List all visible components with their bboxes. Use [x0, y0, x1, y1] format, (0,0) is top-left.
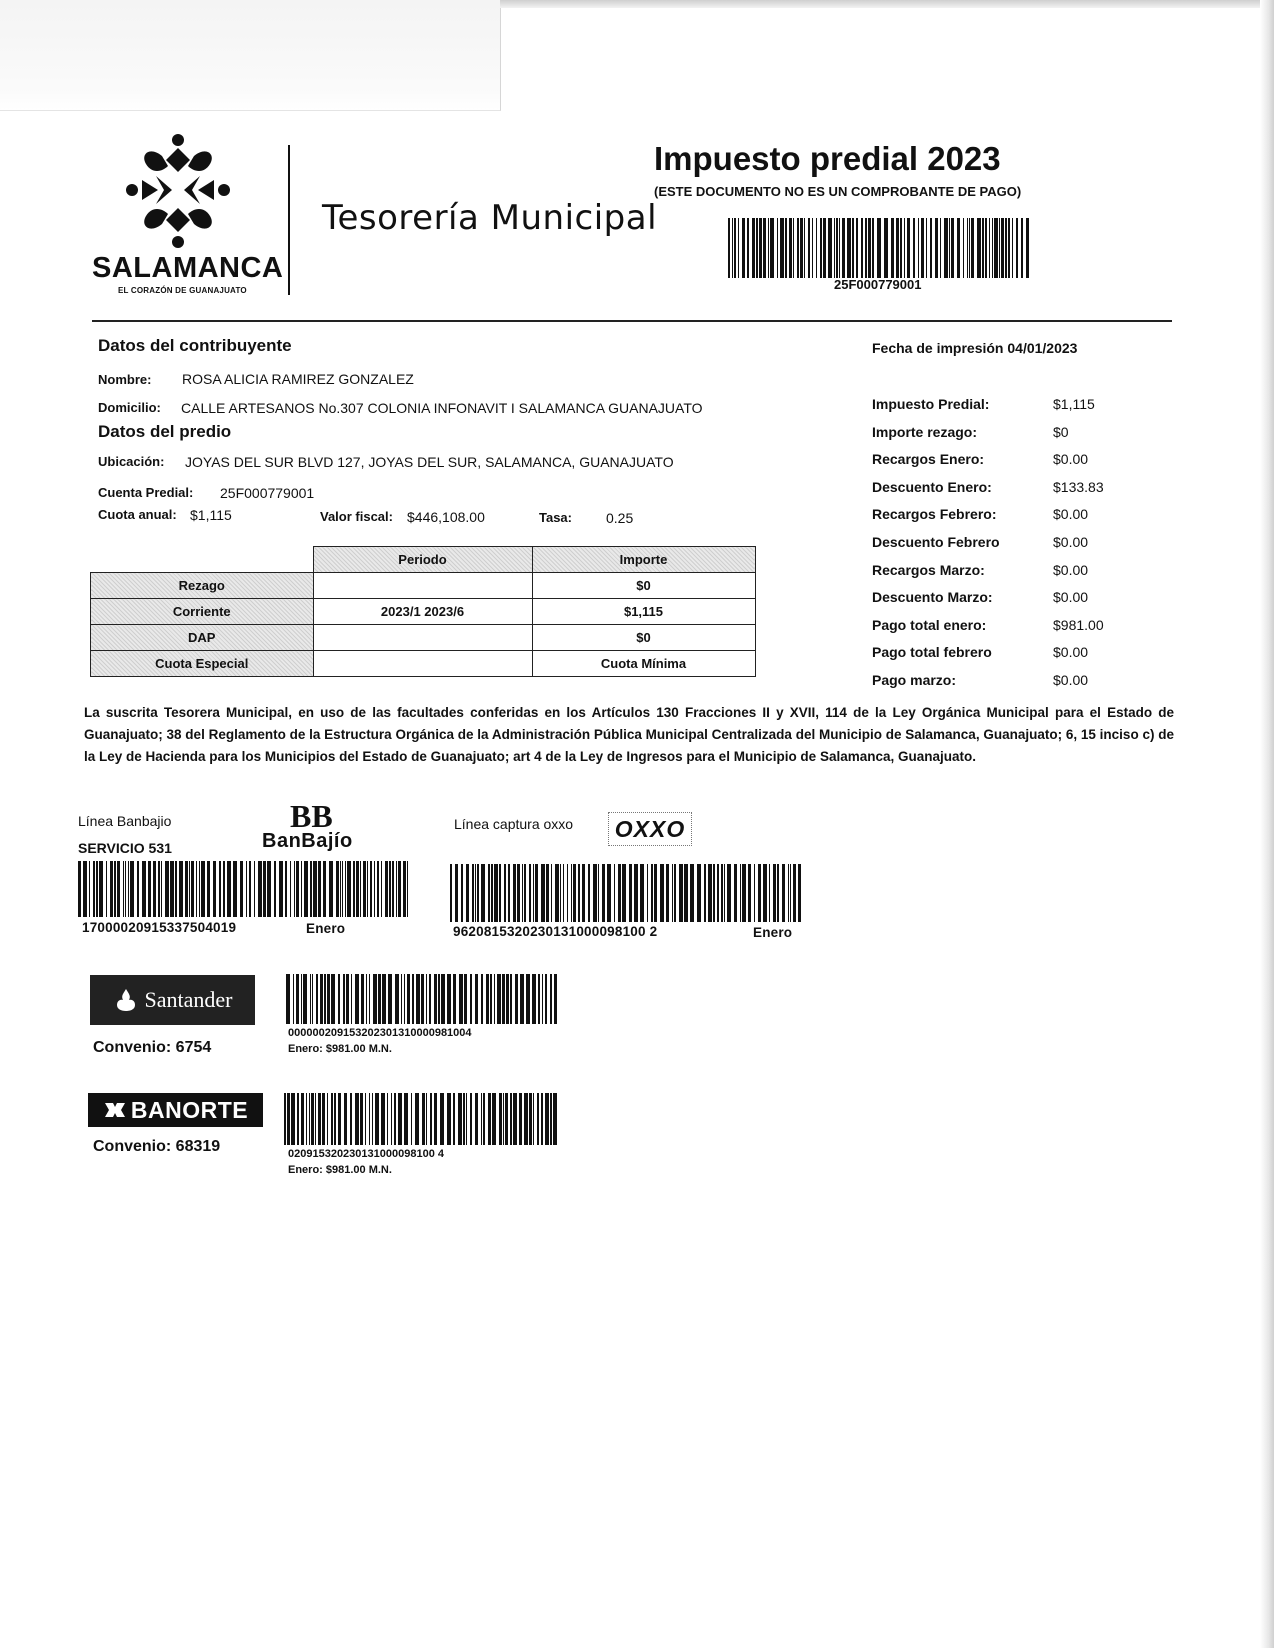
tasa-label: Tasa: — [539, 510, 572, 525]
tasa-value: 0.25 — [606, 510, 634, 526]
resumen-item — [872, 451, 1089, 479]
domicilio-value: CALLE ARTESANOS No.307 COLONIA INFONAVIT I SALAMANCA GUANAJUATO — [181, 400, 703, 416]
salamanca-logo-icon — [122, 132, 234, 254]
document-title: Impuesto predial 2023 — [654, 140, 1001, 177]
row-concepto: Rezago — [91, 573, 314, 599]
resumen-value: $0.00 — [1053, 506, 1089, 523]
resumen-value: $0 — [1053, 423, 1069, 440]
row-concepto: Cuota Especial — [91, 651, 314, 677]
resumen-item — [872, 478, 1104, 507]
table-row — [91, 599, 756, 625]
department-name: Tesorería Municipal — [322, 198, 658, 238]
row-periodo — [313, 651, 532, 677]
banorte-logo-text: BANORTE — [130, 1096, 249, 1123]
col-importe: Importe — [532, 547, 755, 573]
ubicacion-value: JOYAS DEL SUR BLVD 127, JOYAS DEL SUR, SALAMANCA, GUANAJUATO — [185, 454, 674, 470]
resumen-label: Pago total febrero — [872, 644, 992, 661]
resumen-value: $0.00 — [1053, 451, 1089, 468]
legal-text: La suscrita Tesorera Municipal, en uso de las facultades conferidas en los Artículos 130 Fracciones II y XVII, 114 de la Ley Orgánica Municipal para el Estado de Guanajuato; 38 del Reglamento de la Estructura Orgánica de la Administración Pública Municipal Centralizada del Municipio de Salamanca, Guanajuato; 6, 15 inciso c) de la Ley de Hacienda para los Municipios del Estado de Guanajuato; art 4 de la Ley de Ingresos para el Municipio de Salamanca, Guanajuato. — [84, 705, 1174, 764]
row-importe: $0 — [532, 625, 755, 651]
banorte-monto: Enero: $981.00 M.N. — [288, 1164, 392, 1176]
resumen-item — [872, 533, 1089, 562]
oxxo-logo: OXXO — [608, 812, 692, 846]
row-periodo: 2023/1 2023/6 — [313, 599, 532, 625]
resumen-value: $981.00 — [1053, 616, 1104, 633]
santander-logo-text: Santander — [144, 987, 233, 1012]
resumen-label: Descuento Marzo: — [872, 589, 993, 606]
resumen-value: $133.83 — [1053, 478, 1104, 495]
banorte-mark-icon — [103, 1099, 127, 1121]
resumen-item — [872, 671, 1089, 700]
banbajio-mes: Enero — [306, 921, 346, 936]
header-divider — [288, 145, 290, 295]
domicilio-label: Domicilio: — [98, 400, 161, 415]
row-periodo — [313, 625, 532, 651]
resumen-value: $0.00 — [1053, 644, 1089, 661]
banorte-numero: 020915320230131000098100 4 — [288, 1148, 444, 1160]
account-barcode — [728, 218, 1032, 278]
logo-name: SALAMANCA — [92, 252, 284, 284]
resumen-item — [872, 396, 1095, 424]
resumen-item — [872, 616, 1104, 645]
banbajio-label: Línea Banbajio — [78, 813, 172, 829]
table-header-row — [91, 547, 756, 573]
predio-title: Datos del predio — [98, 422, 232, 441]
banbajio-barcode — [78, 861, 410, 917]
logo-tagline: EL CORAZÓN DE GUANAJUATO — [118, 286, 247, 295]
banorte-convenio: Convenio: 68319 — [93, 1138, 221, 1155]
resumen-label: Recargos Febrero: — [872, 506, 997, 523]
santander-barcode — [286, 974, 558, 1024]
resumen-list — [872, 396, 1104, 700]
resumen-label: Recargos Enero: — [872, 451, 985, 468]
nombre-value: ROSA ALICIA RAMIREZ GONZALEZ — [182, 371, 414, 387]
col-periodo: Periodo — [313, 547, 532, 573]
cuota-label: Cuota anual: — [98, 507, 177, 522]
santander-logo — [90, 975, 255, 1025]
row-importe: $0 — [532, 573, 755, 599]
account-barcode-text: 25F000779001 — [834, 277, 922, 292]
cuota-value: $1,115 — [190, 507, 232, 523]
resumen-item — [872, 644, 1089, 672]
resumen-value: $0.00 — [1053, 533, 1089, 550]
resumen-item — [872, 423, 1069, 452]
resumen-item — [872, 561, 1089, 590]
resumen-item — [872, 589, 1089, 617]
document-subtitle: (ESTE DOCUMENTO NO ES UN COMPROBANTE DE PAGO) — [654, 184, 1022, 199]
resumen-value: $0.00 — [1053, 561, 1089, 578]
table-row — [91, 625, 756, 651]
scan-edge-right — [1260, 0, 1274, 1648]
santander-convenio: Convenio: 6754 — [93, 1039, 212, 1056]
resumen-label: Pago marzo: — [872, 671, 957, 688]
scan-edge-top — [500, 0, 1260, 8]
banbajio-numero: 17000020915337504019 — [82, 920, 237, 935]
santander-numero: 000000209153202301310000981004 — [288, 1027, 472, 1039]
cuenta-label: Cuenta Predial: — [98, 485, 194, 500]
row-periodo — [313, 573, 532, 599]
resumen-label: Impuesto Predial: — [872, 396, 990, 412]
oxxo-numero: 9620815320230131000098100 2 — [453, 924, 658, 939]
table-row — [91, 573, 756, 599]
banorte-barcode — [284, 1093, 558, 1145]
banbajio-logo: BanBajío — [262, 830, 353, 852]
resumen-label: Importe rezago: — [872, 423, 978, 440]
valor-value: $446,108.00 — [407, 509, 485, 525]
ubicacion-label: Ubicación: — [98, 454, 165, 469]
resumen-value: $0.00 — [1053, 671, 1089, 688]
banbajio-logo-icon: BB — [290, 798, 333, 834]
santander-flame-icon — [113, 987, 139, 1013]
row-importe: Cuota Mínima — [532, 651, 755, 677]
banorte-logo — [88, 1093, 263, 1127]
resumen-label: Pago total enero: — [872, 616, 987, 633]
cuenta-value: 25F000779001 — [220, 485, 315, 501]
banbajio-servicio: SERVICIO 531 — [78, 840, 172, 856]
row-concepto: Corriente — [91, 599, 314, 625]
resumen-value: $0.00 — [1053, 589, 1089, 606]
resumen-label: Descuento Febrero — [872, 533, 1000, 550]
oxxo-barcode — [450, 864, 802, 922]
nombre-label: Nombre: — [98, 372, 152, 387]
contribuyente-title: Datos del contribuyente — [98, 336, 292, 355]
fecha-impresion: Fecha de impresión 04/01/2023 — [872, 340, 1078, 356]
row-concepto: DAP — [91, 625, 314, 651]
periodos-table — [90, 546, 756, 677]
santander-monto: Enero: $981.00 M.N. — [288, 1043, 392, 1055]
oxxo-mes: Enero — [753, 925, 793, 940]
oxxo-label: Línea captura oxxo — [454, 816, 574, 832]
table-row — [91, 651, 756, 677]
resumen-value: $1,115 — [1053, 396, 1095, 412]
resumen-label: Descuento Enero: — [872, 478, 992, 495]
row-importe: $1,115 — [532, 599, 755, 625]
resumen-label: Recargos Marzo: — [872, 561, 985, 578]
scan-shadow — [0, 0, 501, 111]
header-rule — [92, 320, 1172, 322]
valor-label: Valor fiscal: — [320, 509, 393, 524]
resumen-item — [872, 506, 1089, 534]
